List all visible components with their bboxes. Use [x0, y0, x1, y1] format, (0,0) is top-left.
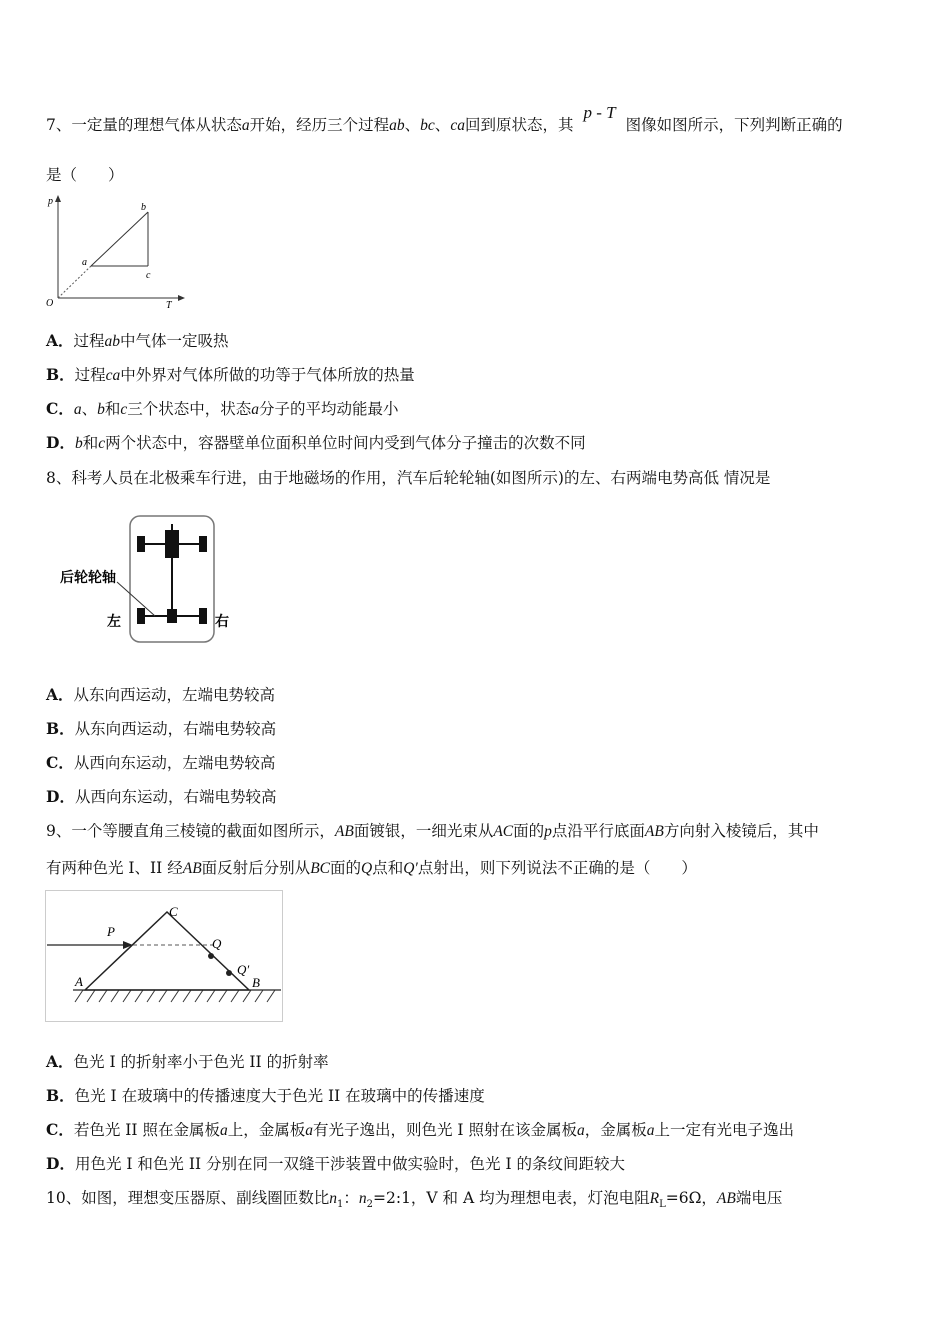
- q9-option-d[interactable]: D．用色光 I 和色光 II 分别在同一双缝干涉装置中做实验时，色光 I 的条纹间距较大: [46, 1154, 626, 1173]
- q7-stem-line2: 是（ ）: [46, 166, 124, 184]
- q7-option-b[interactable]: B．过程ca中外界对气体所做的功等于气体所放的热量: [46, 365, 415, 384]
- p-axis-arrow: [55, 195, 61, 202]
- pt-formula: p - T: [583, 103, 616, 122]
- label-A: A: [75, 974, 83, 989]
- q8-option-a[interactable]: A．从东向西运动，左端电势较高: [46, 685, 276, 704]
- q7-option-c[interactable]: C．a、b和c三个状态中，状态a分子的平均动能最小: [46, 399, 399, 418]
- axle-pointer: [117, 582, 155, 616]
- q9-option-a[interactable]: A．色光 I 的折射率小于色光 II 的折射率: [46, 1052, 329, 1071]
- label-a: a: [82, 257, 87, 268]
- q7-pt-graph: [40, 190, 185, 315]
- front-right-wheel: [199, 536, 207, 552]
- front-left-wheel: [137, 536, 145, 552]
- q7-option-d[interactable]: D．b和c两个状态中，容器壁单位面积单位时间内受到气体分子撞击的次数不同: [46, 433, 586, 452]
- process-ab: [91, 212, 148, 266]
- q9-stem-line1: 9、一个等腰直角三棱镜的截面如图所示，AB面镀银，一细光束从AC面的p点沿平行底面AB方向射入棱镜后，其中: [46, 822, 819, 840]
- figure-frame: [46, 891, 283, 1022]
- q8-option-d[interactable]: D．从西向东运动，右端电势较高: [46, 787, 277, 806]
- ray-arrow: [123, 941, 133, 949]
- t-axis-arrow: [178, 295, 185, 301]
- label-c: c: [146, 270, 151, 281]
- label-Q-prime: Q′: [237, 962, 250, 977]
- rear-left-wheel: [137, 608, 145, 624]
- q8-option-b[interactable]: B．从东向西运动，右端电势较高: [46, 719, 277, 738]
- q8-axle-figure: [55, 510, 245, 645]
- label-O: O: [46, 298, 54, 309]
- left-label: 左: [107, 615, 121, 630]
- label-T: T: [166, 300, 172, 311]
- q9-prism-figure: [45, 890, 283, 1022]
- q9-stem-line2: 有两种色光 I、II 经AB面反射后分别从BC面的Q点和Q′点射出，则下列说法不正确的是（ ）: [46, 859, 697, 877]
- mirror-hatching: [75, 990, 275, 1002]
- q8-option-c[interactable]: C．从西向东运动，左端电势较高: [46, 753, 276, 772]
- q8-stem: 8、科考人员在北极乘车行进，由于地磁场的作用，汽车后轮轮轴(如图所示)的左、右两端电势高低 情况是: [46, 469, 771, 487]
- differential: [167, 609, 177, 623]
- point-Q-prime: [226, 970, 232, 976]
- label-b: b: [141, 202, 146, 213]
- label-C: C: [169, 904, 178, 919]
- label-p: p: [48, 196, 53, 207]
- axle-label: 后轮轮轴: [60, 571, 116, 586]
- q10-stem: 10、如图，理想变压器原、副线圈匝数比$n_1$：$n_2=2:1$，V 和 A 均为理想电表，灯泡电阻$R_L=6\Omega$，AB端电压: [46, 1189, 783, 1211]
- q9-option-c[interactable]: C．若色光 II 照在金属板a上，金属板a有光子逸出，则色光 I 照射在该金属板a，金属板a上一定有光电子逸出: [46, 1120, 794, 1139]
- label-Q: Q: [212, 936, 222, 951]
- rear-right-wheel: [199, 608, 207, 624]
- label-P: P: [107, 924, 115, 939]
- q7-stem-line1: 7、一定量的理想气体从状态a开始，经历三个过程ab、bc、ca回到原状态，其p - T图像如图所示，下列判断正确的: [46, 103, 843, 134]
- point-Q: [208, 953, 214, 959]
- q7-option-a[interactable]: A．过程ab中气体一定吸热: [46, 331, 229, 350]
- label-B: B: [252, 975, 260, 990]
- right-label: 右: [215, 615, 229, 630]
- q9-option-b[interactable]: B．色光 I 在玻璃中的传播速度大于色光 II 在玻璃中的传播速度: [46, 1086, 485, 1105]
- extension-dashed: [58, 266, 91, 298]
